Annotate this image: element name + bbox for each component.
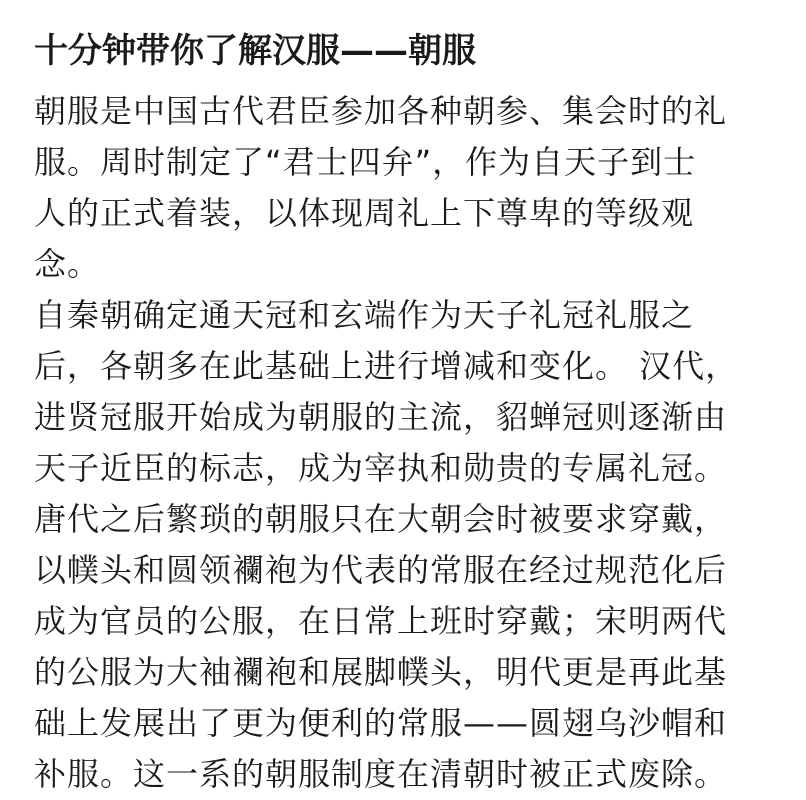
body-line: 补服。这一系的朝服制度在清朝时被正式废除。 <box>34 755 728 793</box>
body-line: 的公服为大袖襴袍和展脚幞头，明代更是再此基 <box>34 653 728 691</box>
body-line: 础上发展出了更为便利的常服——圆翅乌沙帽和 <box>34 704 728 742</box>
body-line: 后，各朝多在此基础上进行增减和变化。 汉代， <box>34 347 739 385</box>
body-line: 天子近臣的标志，成为宰执和勋贵的专属礼冠。 <box>34 449 728 487</box>
article-title: 十分钟带你了解汉服——朝服 <box>34 31 476 71</box>
body-line: 念。 <box>34 245 101 283</box>
body-line: 唐代之后繁琐的朝服只在大朝会时被要求穿戴， <box>34 500 728 538</box>
body-line: 成为官员的公服，在日常上班时穿戴；宋明两代 <box>34 602 728 640</box>
body-line: 以幞头和圆领襴袍为代表的常服在经过规范化后 <box>34 551 728 589</box>
body-line: 人的正式着装，以体现周礼上下尊卑的等级观 <box>34 194 695 232</box>
body-line: 服。周时制定了“君士四弁”，作为自天子到士 <box>34 143 697 181</box>
article-body <box>34 86 786 800</box>
body-line: 进贤冠服开始成为朝服的主流，貂蝉冠则逐渐由 <box>34 398 728 436</box>
body-line: 自秦朝确定通天冠和玄端作为天子礼冠礼服之 <box>34 296 695 334</box>
body-line: 朝服是中国古代君臣参加各种朝参、集会时的礼 <box>34 92 728 130</box>
